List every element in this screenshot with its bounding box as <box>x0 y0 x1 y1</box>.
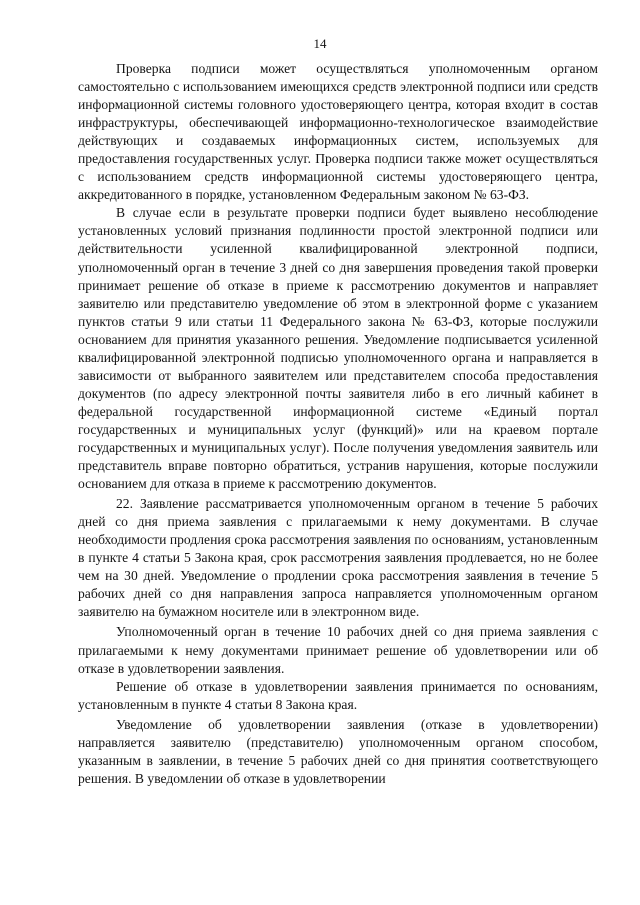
page-number: 14 <box>313 36 327 51</box>
paragraph-signature-check: Проверка подписи может осуществляться уполномоченным органом самостоятельно с использованием имеющихся средств электронной подписи или средств информационной системы головного удостоверяющего центра, которая входит в состав инфраструктуры, обеспечивающей информационно-технологическое взаимодействие действующих и создаваемых информационных систем, используемых для предоставления государственных услуг. Проверка подписи также может осуществляться с использованием средств информационной системы удостоверяющего центра, аккредитованного в порядке, установленном Федеральным законом № 63-ФЗ. <box>78 61 598 203</box>
document-body <box>78 60 598 788</box>
paragraph-decision-10-days: Уполномоченный орган в течение 10 рабочих дней со дня приема заявления с прилагаемыми к нему документами принимает решение об удовлетворении или об отказе в удовлетворении заявления. <box>78 624 598 676</box>
paragraph-signature-invalid: В случае если в результате проверки подписи будет выявлено несоблюдение установленных условий признания подлинности простой электронной подписи или действительности усиленной квалифицированной электронной подписи, уполномоченный орган в течение 3 дней со дня завершения проведения такой проверки принимает решение об отказе в приеме к рассмотрению документов и направляет заявителю или представителю уведомление об этом в электронной форме с указанием пунктов статьи 9 или статьи 11 Федерального закона № 63-ФЗ, которые послужили основанием для принятия указанного решения. Уведомление подписывается усиленной квалифицированной электронной подписью уполномоченного органа и направляется в зависимости от выбранного заявителем или представителем способа предоставления документов (по адресу электронной почты заявителя либо в его личный кабинет в федеральной государственной информационной системе «Единый портал государственных и муниципальных услуг (функций)» или на краевом портале государственных и муниципальных услуг). После получения уведомления заявитель или представитель вправе повторно обратиться, устранив нарушения, которые послужили основанием для отказа в приеме к рассмотрению документов. <box>78 205 598 492</box>
paragraph-refusal-grounds: Решение об отказе в удовлетворении заявления принимается по основаниям, установленным в пункте 4 статьи 8 Закона края. <box>78 678 598 712</box>
paragraph-notification: Уведомление об удовлетворении заявления (отказе в удовлетворении) направляется заявителю (представителю) уполномоченным органом способом, указанным в заявлении, в течение 5 рабочих дней со дня принятия соответствующего решения. В уведомлении об отказе в удовлетворении <box>78 716 598 786</box>
paragraph-22-review-period: 22. Заявление рассматривается уполномоченным органом в течение 5 рабочих дней со дня приема заявления с прилагаемыми к нему документами. В случае необходимости продления срока рассмотрения заявления по основаниям, установленным в пункте 4 статьи 5 Закона края, срок рассмотрения заявления продлевается, но не более чем на 30 дней. Уведомление о продлении срока рассмотрения заявления в течение 5 рабочих дней со дня направления запроса направляется уполномоченным органом заявителю на бумажном носителе или в электронном виде. <box>78 496 598 620</box>
